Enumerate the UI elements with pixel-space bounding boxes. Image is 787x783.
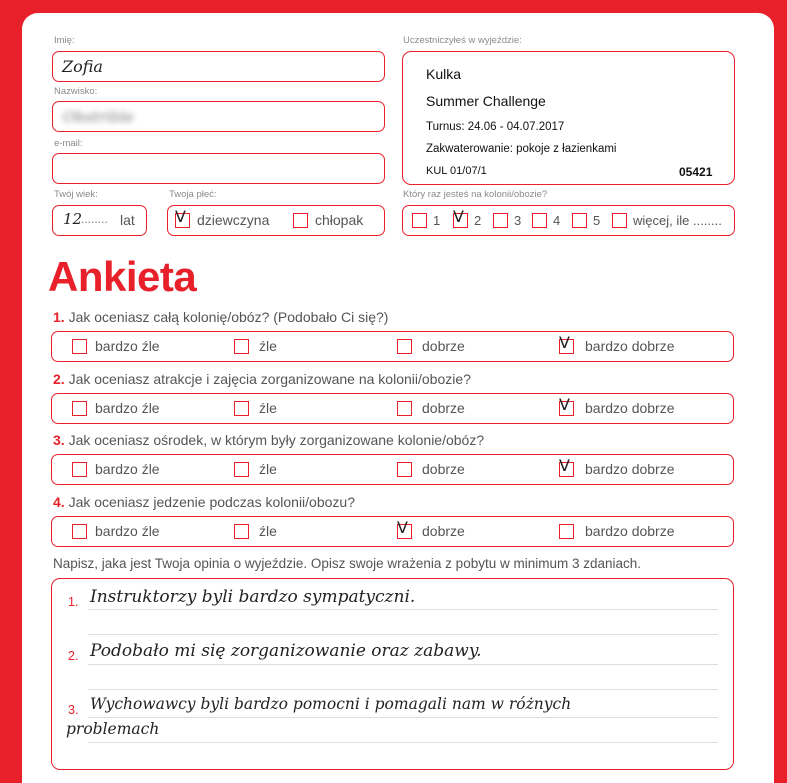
q2-very-good-label: bardzo dobrze	[585, 400, 675, 416]
question-2-options	[51, 393, 734, 424]
name-field[interactable]	[52, 51, 385, 82]
age-dots: ........	[81, 212, 108, 226]
question-number: 2.	[53, 371, 65, 387]
age-field[interactable]	[52, 205, 147, 236]
attendance-5-checkbox[interactable]	[572, 213, 587, 228]
check-mark: V	[559, 456, 570, 475]
question-2	[53, 371, 471, 387]
check-mark: V	[453, 207, 464, 226]
opinion-1-number: 1.	[68, 595, 79, 609]
female-label: dziewczyna	[197, 212, 270, 228]
question-text: Jak oceniasz atrakcje i zajęcia zorganizowane na kolonii/obozie?	[64, 371, 471, 387]
question-1-options	[51, 331, 734, 362]
survey-title: Ankieta	[48, 253, 197, 300]
opinion-3-text-cont: problemach	[66, 720, 160, 738]
trip-box	[402, 51, 735, 185]
q3-very-bad-checkbox[interactable]	[72, 462, 87, 477]
question-4-options	[51, 516, 734, 547]
opinion-box[interactable]	[51, 578, 734, 770]
q1-good-label: dobrze	[422, 338, 465, 354]
question-number: 1.	[53, 309, 65, 325]
opinion-3-text: Wychowawcy byli bardzo pomocni i pomagali nam w różnych	[90, 695, 572, 713]
gender-label: Twoja płeć:	[169, 189, 217, 200]
email-field[interactable]	[52, 153, 385, 184]
q4-very-bad-label: bardzo źle	[95, 523, 160, 539]
check-mark: V	[559, 333, 570, 352]
question-3-options	[51, 454, 734, 485]
attendance-2-label: 2	[474, 213, 482, 228]
question-3	[53, 432, 484, 448]
attendance-1-checkbox[interactable]	[412, 213, 427, 228]
attendance-4-label: 4	[553, 213, 561, 228]
q1-very-bad-checkbox[interactable]	[72, 339, 87, 354]
trip-code: KUL 01/07/1	[426, 165, 487, 177]
attendance-more-label: więcej, ile ........	[633, 213, 722, 228]
attendance-2-checkbox[interactable]	[453, 207, 468, 228]
q2-good-label: dobrze	[422, 400, 465, 416]
opinion-3-number: 3.	[68, 703, 79, 717]
q1-very-bad-label: bardzo źle	[95, 338, 160, 354]
check-mark: V	[559, 395, 570, 414]
male-checkbox[interactable]	[293, 213, 308, 228]
attendance-more-checkbox[interactable]	[612, 213, 627, 228]
opinion-rule	[88, 634, 718, 635]
q3-very-bad-label: bardzo źle	[95, 461, 160, 477]
q3-very-good-checkbox[interactable]	[559, 456, 574, 477]
check-mark: V	[175, 207, 186, 226]
opinion-1-text: Instruktorzy byli bardzo sympatyczni.	[90, 587, 416, 607]
q1-good-checkbox[interactable]	[397, 339, 412, 354]
q3-very-good-label: bardzo dobrze	[585, 461, 675, 477]
surname-field[interactable]	[52, 101, 385, 132]
question-number: 3.	[53, 432, 65, 448]
q4-very-bad-checkbox[interactable]	[72, 524, 87, 539]
question-text: Jak oceniasz całą kolonię/obóz? (Podobało Ci się?)	[64, 309, 389, 325]
q2-bad-label: źle	[259, 400, 277, 416]
q2-very-bad-checkbox[interactable]	[72, 401, 87, 416]
q3-good-label: dobrze	[422, 461, 465, 477]
opinion-rule	[88, 742, 718, 743]
gender-field	[167, 205, 385, 236]
q1-bad-label: źle	[259, 338, 277, 354]
q4-bad-label: źle	[259, 523, 277, 539]
age-value: 12	[63, 210, 83, 228]
opinion-rule	[88, 689, 718, 690]
check-mark: V	[397, 518, 408, 537]
surname-value: Obstrible	[63, 108, 134, 126]
attendance-5-label: 5	[593, 213, 601, 228]
q4-very-good-label: bardzo dobrze	[585, 523, 675, 539]
q4-good-label: dobrze	[422, 523, 465, 539]
q3-bad-label: źle	[259, 461, 277, 477]
question-number: 4.	[53, 494, 65, 510]
q4-good-checkbox[interactable]	[397, 518, 412, 539]
male-label: chłopak	[315, 212, 364, 228]
survey-sheet	[22, 13, 774, 783]
surname-label: Nazwisko:	[54, 86, 98, 97]
trip-program: Summer Challenge	[426, 93, 546, 109]
q3-bad-checkbox[interactable]	[234, 462, 249, 477]
age-unit: lat	[120, 212, 135, 228]
question-text: Jak oceniasz ośrodek, w którym były zorganizowane kolonie/obóz?	[64, 432, 485, 448]
opinion-2-text: Podobało mi się zorganizowanie oraz zabawy.	[90, 641, 482, 661]
trip-number: 05421	[679, 165, 713, 179]
question-1	[53, 309, 388, 325]
opinion-rule	[88, 717, 718, 718]
q4-very-good-checkbox[interactable]	[559, 524, 574, 539]
opinion-rule	[88, 609, 718, 610]
q4-bad-checkbox[interactable]	[234, 524, 249, 539]
q1-very-good-checkbox[interactable]	[559, 333, 574, 354]
female-checkbox[interactable]	[175, 207, 190, 228]
q2-good-checkbox[interactable]	[397, 401, 412, 416]
trip-accommodation: Zakwaterowanie: pokoje z łazienkami	[426, 143, 617, 155]
question-4	[53, 494, 355, 510]
opinion-2-number: 2.	[68, 649, 79, 663]
attendance-3-label: 3	[514, 213, 522, 228]
q1-bad-checkbox[interactable]	[234, 339, 249, 354]
question-text: Jak oceniasz jedzenie podczas kolonii/obozu?	[64, 494, 355, 510]
q2-very-bad-label: bardzo źle	[95, 400, 160, 416]
name-label: Imię:	[54, 35, 75, 46]
opinion-rule	[88, 664, 718, 665]
q3-good-checkbox[interactable]	[397, 462, 412, 477]
name-value: Zofia	[62, 57, 103, 76]
attendance-3-checkbox[interactable]	[493, 213, 508, 228]
opinion-prompt: Napisz, jaka jest Twoja opinia o wyjeździe. Opisz swoje wrażenia z pobytu w minimum 3 zdaniach.	[53, 556, 642, 571]
trip-name: Kulka	[426, 66, 462, 82]
email-label: e-mail:	[54, 138, 83, 149]
q2-very-good-checkbox[interactable]	[559, 395, 574, 416]
age-label: Twój wiek:	[54, 189, 98, 200]
trip-label: Uczestniczyłeś w wyjeździe:	[403, 35, 522, 46]
attendance-4-checkbox[interactable]	[532, 213, 547, 228]
q1-very-good-label: bardzo dobrze	[585, 338, 675, 354]
q2-bad-checkbox[interactable]	[234, 401, 249, 416]
attendance-label: Który raz jesteś na kolonii/obozie?	[403, 189, 548, 200]
attendance-field	[402, 205, 735, 236]
trip-turnus: Turnus: 24.06 - 04.07.2017	[426, 121, 565, 133]
attendance-1-label: 1	[433, 213, 441, 228]
